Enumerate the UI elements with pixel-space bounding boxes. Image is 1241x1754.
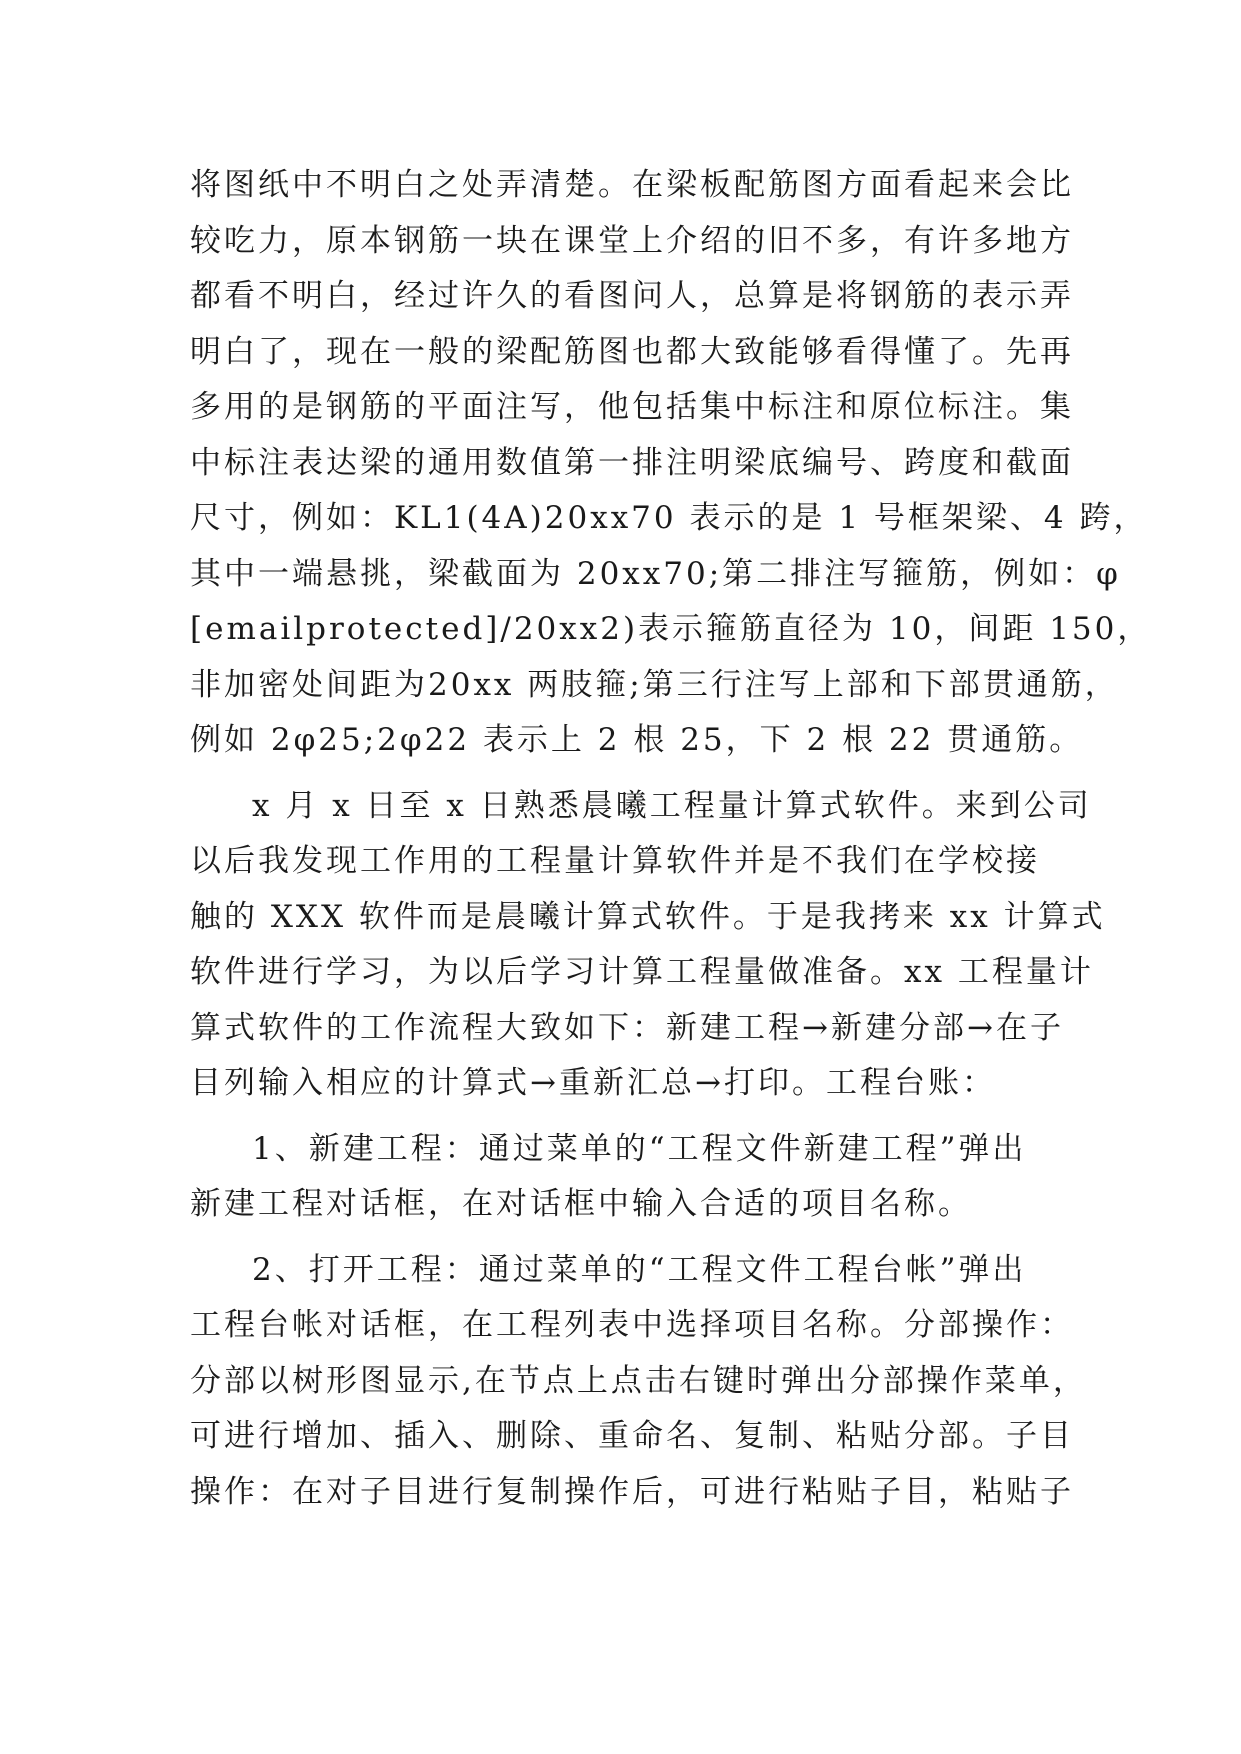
text-line: 以后我发现工作用的工程量计算软件并是不我们在学校接 xyxy=(190,843,1040,879)
text-line: 尺寸，例如：KL1(4A)20xx70 表示的是 1 号框架梁、4 跨， xyxy=(190,500,1148,536)
text-line: 软件进行学习，为以后学习计算工程量做准备。xx 工程量计 xyxy=(190,954,1094,990)
text-line: 新建工程对话框，在对话框中输入合适的项目名称。 xyxy=(190,1186,972,1222)
text-line: 明白了，现在一般的梁配筋图也都大致能够看得懂了。先再 xyxy=(190,333,1074,370)
text-line: 例如 2φ25;2φ22 表示上 2 根 25，下 2 根 22 贯通筋。 xyxy=(190,722,1084,758)
text-line: 触的 XXX 软件而是晨曦计算式软件。于是我拷来 xx 计算式 xyxy=(190,898,1106,935)
text-line: 2、打开工程：通过菜单的“工程文件工程台帐”弹出 xyxy=(252,1251,1027,1288)
text-line: 操作：在对子目进行复制操作后，可进行粘贴子目，粘贴子 xyxy=(190,1473,1074,1510)
body-text xyxy=(190,158,1152,1520)
text-line: 目列输入相应的计算式→重新汇总→打印。工程台账： xyxy=(190,1065,996,1101)
text-line: 工程台帐对话框，在工程列表中选择项目名称。分部操作： xyxy=(190,1307,1074,1343)
text-line: x 月 x 日至 x 日熟悉晨曦工程量计算式软件。来到公司 xyxy=(252,787,1092,824)
text-line: 1、新建工程：通过菜单的“工程文件新建工程”弹出 xyxy=(252,1130,1027,1167)
text-line: 较吃力，原本钢筋一块在课堂上介绍的旧不多，有许多地方 xyxy=(190,222,1074,259)
text-line: 非加密处间距为20xx 两肢箍;第三行注写上部和下部贯通筋， xyxy=(190,666,1119,703)
text-line: 都看不明白，经过许久的看图问人，总算是将钢筋的表示弄 xyxy=(190,278,1074,314)
text-line: 算式软件的工作流程大致如下：新建工程→新建分部→在子 xyxy=(190,1009,1064,1046)
text-line: 其中一端悬挑，梁截面为 20xx70;第二排注写箍筋，例如：φ xyxy=(190,555,1121,592)
text-line: [emailprotected]/20xx2)表示箍筋直径为 10，间距 150， xyxy=(190,611,1152,647)
text-line: 将图纸中不明白之处弄清楚。在梁板配筋图方面看起来会比 xyxy=(190,167,1074,203)
text-line: 分部以树形图显示,在节点上点击右键时弹出分部操作菜单， xyxy=(190,1362,1087,1399)
text-line: 可进行增加、插入、删除、重命名、复制、粘贴分部。子目 xyxy=(190,1418,1074,1454)
text-line: 多用的是钢筋的平面注写，他包括集中标注和原位标注。集 xyxy=(190,389,1074,425)
text-line: 中标注表达梁的通用数值第一排注明梁底编号、跨度和截面 xyxy=(190,444,1074,481)
